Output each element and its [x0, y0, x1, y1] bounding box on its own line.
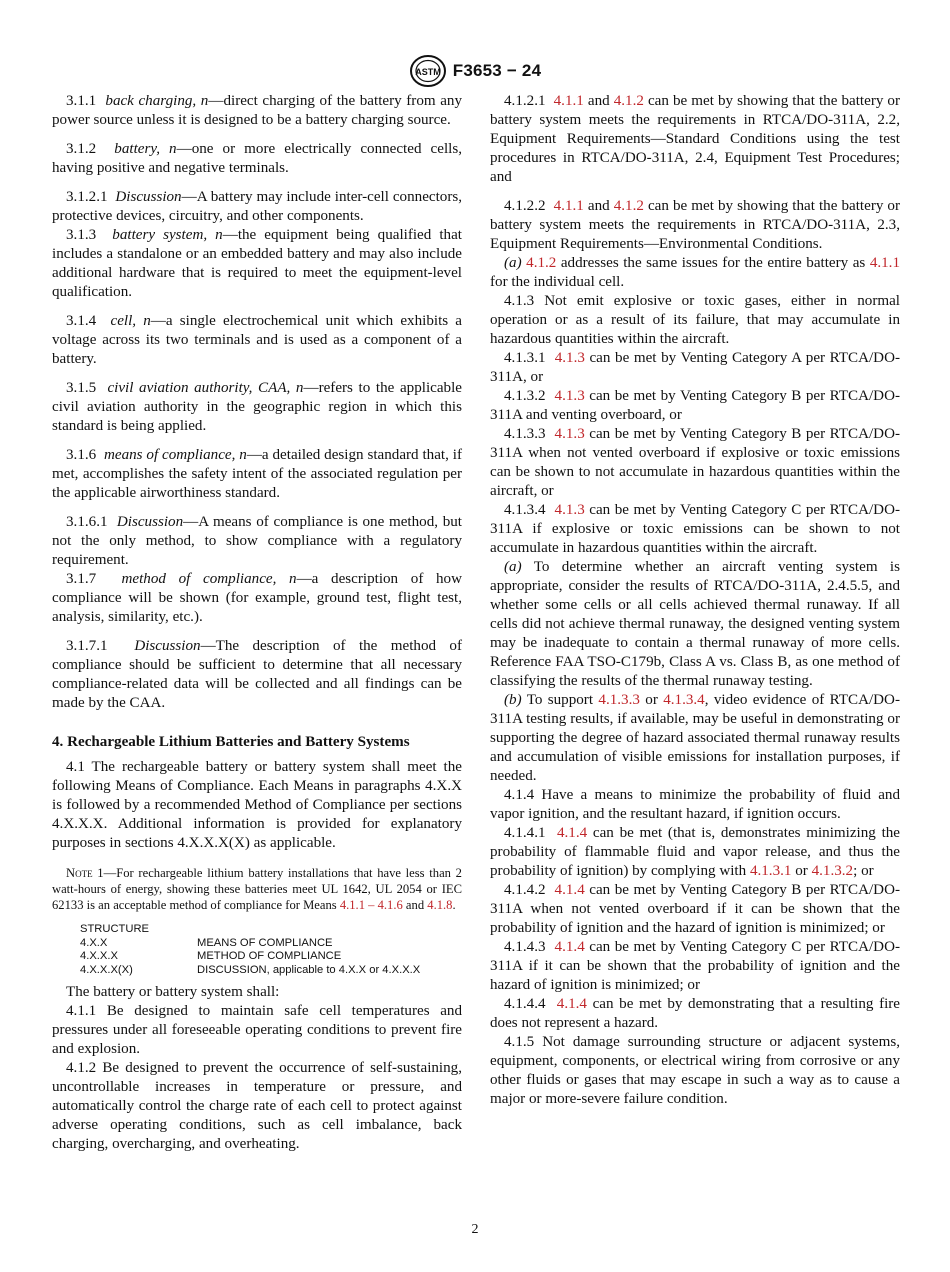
ref-link[interactable]: 4.1.3	[554, 350, 585, 366]
discussion-3-1-2-1: 3.1.2.1 Discussion—A battery may include inter-cell connectors, protective devices, circuitry, and other components.	[52, 189, 463, 224]
paragraph-4-1-3-2: 4.1.3.2 4.1.3 can be met by Venting Category B per RTCA/DO-311A and venting overboard, or	[490, 388, 900, 423]
paragraph-4-1-4-4: 4.1.4.4 4.1.4 can be met by demonstrating that a resulting fire does not represent a hazard.	[490, 996, 901, 1031]
ref-link[interactable]: 4.1.4	[554, 939, 585, 955]
ref-link[interactable]: 4.1.2	[526, 255, 557, 271]
paragraph-4-1-4: 4.1.4 Have a means to minimize the probability of fluid and vapor ignition, and the resultant hazard, if ignition occurs.	[490, 787, 900, 822]
ref-link[interactable]: 4.1.3	[554, 388, 585, 404]
structure-title: STRUCTURE	[80, 923, 149, 935]
structure-row: 4.X.X.X(X) DISCUSSION, applicable to 4.X.X or 4.X.X.X	[80, 963, 421, 976]
logo-text: ASTM	[415, 67, 441, 77]
paragraph-4-1-5: 4.1.5 Not damage surrounding structure or adjacent systems, equipment, components, or electrical wiring from corrosive or any other fluids or gases that may escape in such a way as to cause a major or more-severe failure condition.	[490, 1034, 900, 1107]
right-column	[490, 92, 900, 1109]
paragraph-4-1-1: 4.1.1 Be designed to maintain safe cell temperatures and pressures under all foreseeable operating conditions to prevent fire and explosion.	[52, 1003, 462, 1057]
document-designation: F3653 − 24	[452, 61, 542, 80]
ref-link[interactable]: 4.1.3.4	[663, 692, 705, 708]
note-1: Note 1—For rechargeable lithium battery installations that have less than 2 watt-hours of energy, showing these batteries meet UL 1642, UL 2054 or IEC 62133 is an acceptable method of compliance for Means 4.1.1 – 4.1.6 and 4.1.8.	[52, 866, 462, 912]
paragraph-4-1-2: 4.1.2 Be designed to prevent the occurrence of self-sustaining, uncontrollable increases in temperature or pressure, and automatically control the charge rate of each cell to protect against adverse operating conditions, such as cell imbalance, back charging, overcharging, and overheating.	[52, 1060, 462, 1152]
paragraph-4-1-3-4-a: (a) To determine whether an aircraft venting system is appropriate, consider the results of RTCA/DO-311A, 2.4.5.5, and whether some cells or all cells achieved thermal runaway. If all cells did not achieve thermal runaway, the designed venting system may be inadequate to contain a thermal runaway of more cells. Reference FAA TSO-C179b, Class A vs. Class B, as one method of classifying the results of the thermal runaway testing.	[490, 559, 900, 689]
section-heading: 4. Rechargeable Lithium Batteries and Battery Systems	[52, 734, 410, 750]
definition-3-1-7: 3.1.7 method of compliance, n—a description of how compliance will be shown (for example, ground test, flight test, analysis, similarity, etc.).	[52, 571, 462, 625]
ref-link[interactable]: 4.1.3.3	[598, 692, 640, 708]
astm-logo-icon	[409, 54, 447, 88]
paragraph-4-1-3-3: 4.1.3.3 4.1.3 can be met by Venting Category B per RTCA/DO-311A when not vented overboard if explosive or toxic emissions can be shown to not accumulate in hazardous quantities within the aircraft, or	[490, 426, 900, 499]
ref-link[interactable]: 4.1.1	[553, 93, 584, 109]
ref-link[interactable]: 4.1.1	[553, 198, 584, 214]
paragraph-4-1-4-3: 4.1.4.3 4.1.4 can be met by Venting Category C per RTCA/DO-311A if it can be shown that the probability of ignition and the hazard of ignition is minimized; or	[490, 939, 900, 993]
definition-3-1-3: 3.1.3 battery system, n—the equipment being qualified that includes a standalone or an embedded battery and may also include additional hardware that is required to meet the equipment-level qualification.	[52, 227, 462, 300]
paragraph-4-1-2-1: 4.1.2.1 4.1.1 and 4.1.2 can be met by showing that the battery or battery system meets the requirements in RTCA/DO-311A, 2.2, Equipment Requirements—Standard Conditions using the test procedures in RTCA/DO-311A, 2.4, Equipment Test Procedures; and	[490, 93, 901, 185]
ref-link[interactable]: 4.1.4	[554, 882, 585, 898]
ref-link[interactable]: 4.1.2	[613, 93, 644, 109]
ref-link[interactable]: 4.1.4	[556, 825, 588, 841]
definition-3-1-4: 3.1.4 cell, n—a single electrochemical unit which exhibits a voltage across its two terminals and is used as a component of a battery.	[52, 313, 462, 367]
structure-row: 4.X.X.X METHOD OF COMPLIANCE	[80, 950, 342, 962]
page-number: 2	[471, 1222, 479, 1237]
paragraph-4-1-3-4: 4.1.3.4 4.1.3 can be met by Venting Category C per RTCA/DO-311A if explosive or toxic emissions can be shown to not accumulate in hazardous quantities within the aircraft.	[490, 502, 900, 556]
ref-link[interactable]: 4.1.2	[613, 198, 644, 214]
paragraph-4-1-3-1: 4.1.3.1 4.1.3 can be met by Venting Category A per RTCA/DO-311A, or	[490, 350, 900, 385]
definition-3-1-6: 3.1.6 means of compliance, n—a detailed design standard that, if met, accomplishes the safety intent of the associated regulation per the applicable airworthiness standard.	[52, 447, 462, 501]
discussion-3-1-7-1: 3.1.7.1 Discussion—The description of the method of compliance should be sufficient to determine that all necessary compliance-related data will be collected and all findings can be made by the CAA.	[52, 638, 463, 711]
paragraph-4-1-4-1: 4.1.4.1 4.1.4 can be met (that is, demonstrates minimizing the probability of flammable fluid and vapor release, and thus the probability of ignition) by complying with 4.1.3.1 or 4.1.3.2; or	[490, 825, 901, 879]
ref-link[interactable]: 4.1.1	[869, 255, 900, 271]
note-ref-link[interactable]: 4.1.8	[427, 898, 453, 912]
paragraph-4-1-4-2: 4.1.4.2 4.1.4 can be met by Venting Category B per RTCA/DO-311A when not vented overboard if it can be shown that the probability of ignition and the hazard of ignition is minimized; or	[490, 882, 900, 936]
paragraph-lead-in: The battery or battery system shall:	[66, 984, 280, 1000]
paragraph-4-1-3: 4.1.3 Not emit explosive or toxic gases, either in normal operation or as a result of its failure, that may accumulate in hazardous quantities within the aircraft.	[490, 293, 900, 347]
discussion-3-1-6-1: 3.1.6.1 Discussion—A means of compliance is one method, but not the only method, to show compliance with a regulatory requirement.	[52, 514, 463, 568]
left-column	[52, 92, 462, 1154]
ref-link[interactable]: 4.1.3.1	[749, 863, 792, 879]
structure-table	[80, 923, 462, 977]
ref-link[interactable]: 4.1.3	[554, 426, 585, 442]
page-header	[0, 54, 950, 88]
structure-row: 4.X.X MEANS OF COMPLIANCE	[80, 936, 333, 949]
ref-link[interactable]: 4.1.3	[554, 502, 585, 518]
note-ref-link[interactable]: 4.1.1 – 4.1.6	[339, 898, 403, 912]
definition-3-1-1: 3.1.1 back charging, n—direct charging of the battery from any power source unless it is designed to be a battery charging source.	[52, 93, 462, 128]
paragraph-4-1-2-2: 4.1.2.2 4.1.1 and 4.1.2 can be met by showing that the battery or battery system meets the requirements in RTCA/DO-311A, 2.3, Equipment Requirements—Environmental Conditions.	[490, 198, 901, 252]
paragraph-4-1: 4.1 The rechargeable battery or battery system shall meet the following Means of Compliance. Each Means in paragraphs 4.X.X is followed by a recommended Method of Compliance per sections 4.X.X.X. Additional information is provided for explanatory purposes in sections 4.X.X.X(X) as applicable.	[52, 759, 462, 851]
paragraph-4-1-3-4-b: (b) To support 4.1.3.3 or 4.1.3.4, video evidence of RTCA/DO-311A testing results, if available, may be useful in demonstrating or supporting the degree of hazard associated thermal runaway results and accumulation of visible emissions for installation purposes, if needed.	[490, 692, 900, 784]
definition-3-1-5: 3.1.5 civil aviation authority, CAA, n—refers to the applicable civil aviation authority in the geographic region in which this standard is being applied.	[52, 380, 462, 434]
paragraph-4-1-2-2-a: (a) 4.1.2 addresses the same issues for the entire battery as 4.1.1 for the individual cell.	[490, 255, 900, 290]
ref-link[interactable]: 4.1.3.2	[811, 863, 854, 879]
ref-link[interactable]: 4.1.4	[556, 996, 587, 1012]
definition-3-1-2: 3.1.2 battery, n—one or more electrically connected cells, having positive and negative terminals.	[52, 141, 462, 176]
